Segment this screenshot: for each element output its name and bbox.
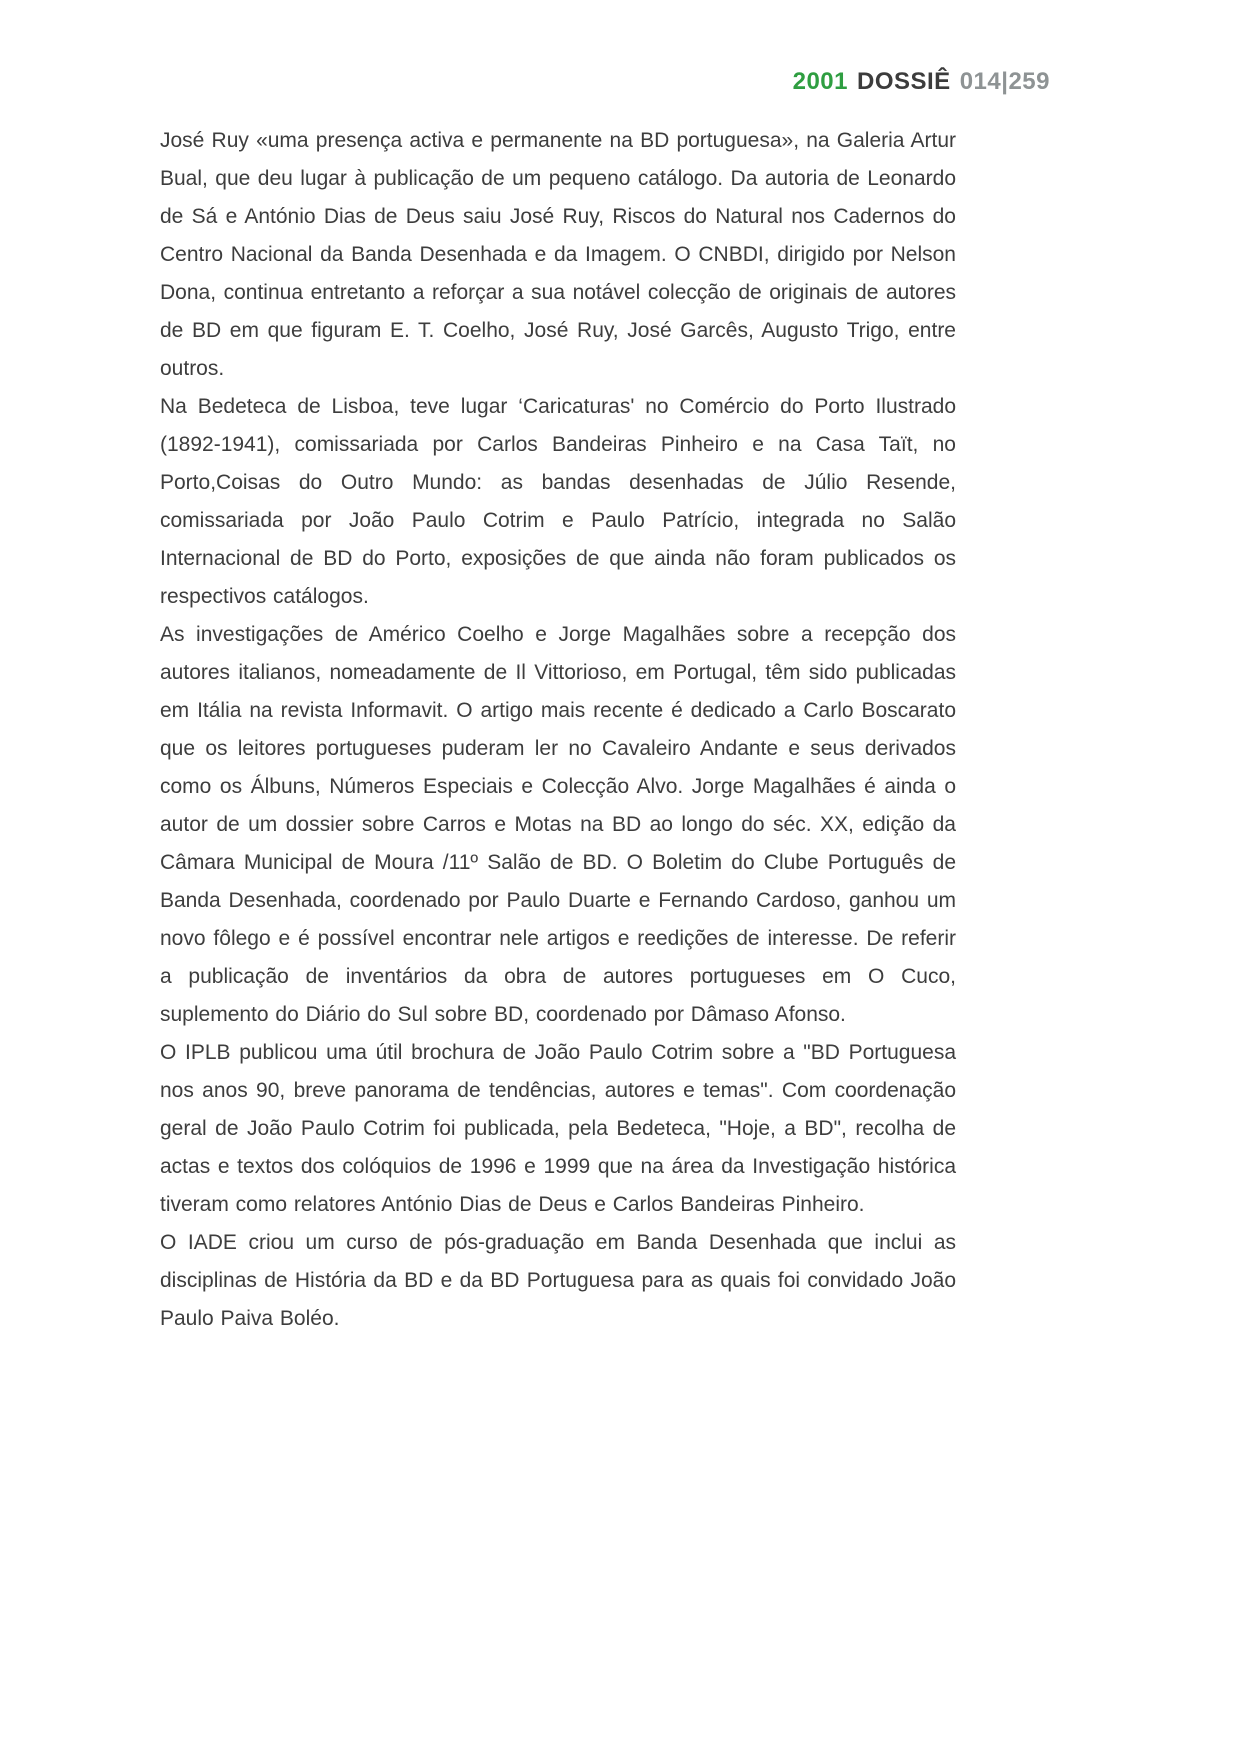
paragraph-jose-ruy: José Ruy «uma presença activa e permanente na BD portuguesa», na Galeria Artur Bual, que deu lugar à publicação de um pequeno catálogo. Da autoria de Leonardo de Sá e António Dias de Deus saiu José Ruy, Riscos do Natural nos Cadernos do Centro Nacional da Banda Desenhada e da Imagem. O CNBDI, dirigido por Nelson Dona, continua entretanto a reforçar a sua notável colecção de originais de autores de BD em que figuram E. T. Coelho, José Ruy, José Garcês, Augusto Trigo, entre outros. [160,129,956,380]
header-year: 2001 [792,68,848,95]
paragraph-iplb: O IPLB publicou uma útil brochura de João Paulo Cotrim sobre a "BD Portuguesa nos anos 90, breve panorama de tendências, autores e temas". Com coordenação geral de João Paulo Cotrim foi publicada, pela Bedeteca, "Hoje, a BD", recolha de actas e textos dos colóquios de 1996 e 1999 que na área da Investigação histórica tiveram como relatores António Dias de Deus e Carlos Bandeiras Pinheiro. [160,1041,956,1216]
paragraph-iade: O IADE criou um curso de pós-graduação em Banda Desenhada que inclui as disciplinas de História da BD e da BD Portuguesa para as quais foi convidado João Paulo Paiva Boléo. [160,1231,956,1330]
header-page-ref: 014|259 [959,68,1050,95]
document-body [160,122,956,1338]
paragraph-bedeteca-lisboa: Na Bedeteca de Lisboa, teve lugar ‘Caricaturas' no Comércio do Porto Ilustrado (1892-1941), comissariada por Carlos Bandeiras Pinheiro e na Casa Taït, no Porto,Coisas do Outro Mundo: as bandas desenhadas de Júlio Resende, comissariada por João Paulo Cotrim e Paulo Patrício, integrada no Salão Internacional de BD do Porto, exposições de que ainda não foram publicados os respectivos catálogos. [160,395,956,608]
paragraph-investigacoes: As investigações de Américo Coelho e Jorge Magalhães sobre a recepção dos autores italianos, nomeadamente de Il Vittorioso, em Portugal, têm sido publicadas em Itália na revista Informavit. O artigo mais recente é dedicado a Carlo Boscarato que os leitores portugueses puderam ler no Cavaleiro Andante e seus derivados como os Álbuns, Números Especiais e Colecção Alvo. Jorge Magalhães é ainda o autor de um dossier sobre Carros e Motas na BD ao longo do séc. XX, edição da Câmara Municipal de Moura /11º Salão de BD. O Boletim do Clube Português de Banda Desenhada, coordenado por Paulo Duarte e Fernando Cardoso, ganhou um novo fôlego e é possível encontrar nele artigos e reedições de interesse. De referir a publicação de inventários da obra de autores portugueses em O Cuco, suplemento do Diário do Sul sobre BD, coordenado por Dâmaso Afonso. [160,623,956,1026]
header-title: DOSSIÊ [856,68,951,95]
page-header [793,68,1050,96]
